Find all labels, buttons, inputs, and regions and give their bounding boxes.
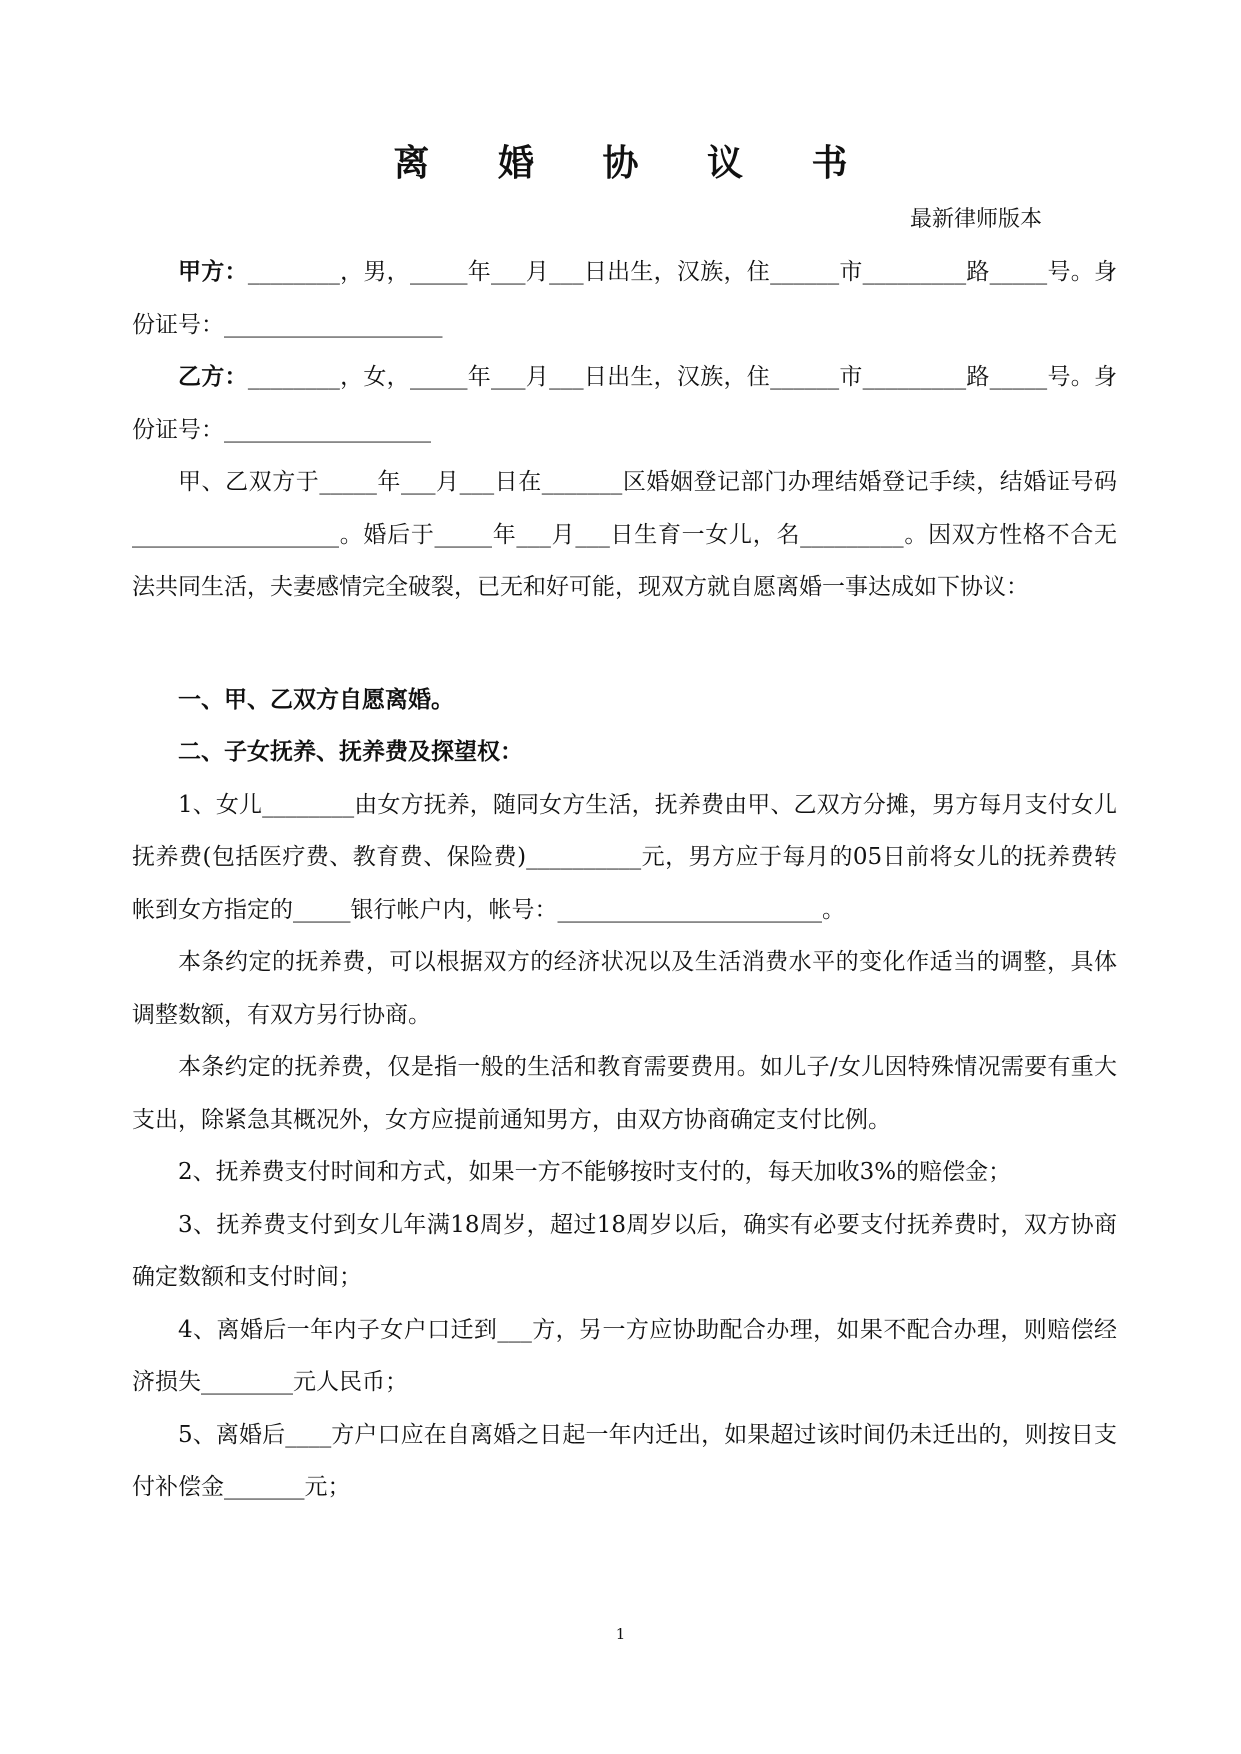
- section-2-heading: 二、子女抚养、抚养费及探望权：: [178, 738, 523, 765]
- clause-1: 1、女儿________由女方抚养，随同女方生活，抚养费由甲、乙双方分摊，男方每月支付女儿抚养费(包括医疗费、教育费、保险费)__________元，男方应于每月的05日前将女儿的抚养费转帐到女方指定的_____银行帐户内，帐号：_______________________。: [132, 791, 1117, 923]
- party-b-text: ________，女，_____年___月___日出生，汉族，住______市_________路_____号。身份证号：__________________: [132, 364, 1118, 443]
- spacer: [132, 614, 1117, 674]
- clause-3: 3、抚养费支付到女儿年满18周岁，超过18周岁以后，确实有必要支付抚养费时，双方协商确定数额和支付时间；: [132, 1211, 1117, 1290]
- document-title: 离 婚 协 议 书: [393, 142, 876, 184]
- clause-1-note-b: 本条约定的抚养费，仅是指一般的生活和教育需要费用。如儿子/女儿因特殊情况需要有重大支出，除紧急其概况外，女方应提前通知男方，由双方协商确定支付比例。: [132, 1054, 1117, 1133]
- document-body: [132, 246, 1117, 1514]
- party-b-label: 乙方：: [178, 363, 248, 390]
- party-a-label: 甲方：: [178, 258, 248, 285]
- clause-4: 4、离婚后一年内子女户口迁到___方，另一方应协助配合办理，如果不配合办理，则赔偿经济损失________元人民币；: [132, 1316, 1117, 1395]
- party-a-paragraph: [132, 246, 1117, 351]
- page-number: 1: [615, 1625, 626, 1643]
- section-1-heading: 一、甲、乙双方自愿离婚。: [178, 685, 454, 713]
- intro-paragraph: 甲、乙双方于_____年___月___日在_______区婚姻登记部门办理结婚登记手续，结婚证号码__________________。婚后于_____年___月___日生育一女儿，名_________。因双方性格不合无法共同生活，夫妻感情完全破裂，已无和好可能，现双方就自愿离婚一事达成如下协议：: [132, 469, 1117, 600]
- clause-1-note-a: 本条约定的抚养费，可以根据双方的经济状况以及生活消费水平的变化作适当的调整，具体调整数额，有双方另行协商。: [132, 949, 1117, 1028]
- version-note: 最新律师版本: [910, 207, 1043, 232]
- party-b-paragraph: [132, 351, 1117, 456]
- clause-2: 2、抚养费支付时间和方式，如果一方不能够按时支付的，每天加收3%的赔偿金；: [178, 1159, 1012, 1185]
- clause-5: 5、离婚后____方户口应在自离婚之日起一年内迁出，如果超过该时间仍未迁出的，则按日支付补偿金_______元；: [132, 1421, 1117, 1500]
- party-a-text: ________，男，_____年___月___日出生，汉族，住______市_________路_____号。身份证号：___________________: [132, 259, 1118, 338]
